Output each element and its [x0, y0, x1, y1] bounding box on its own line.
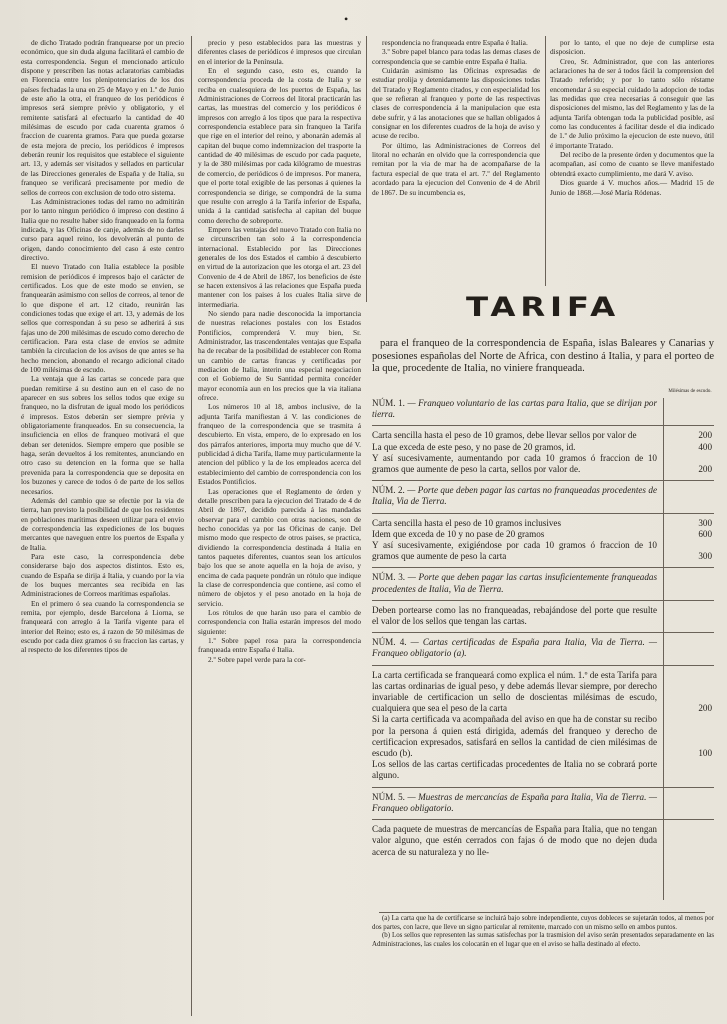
- entry-rule: [372, 425, 714, 426]
- paragraph: Creo, Sr. Administrador, que con las anteriores aclaraciones ha de ser á todos fácil la comprension del Tratado referido; y por lo tanto sólo réstame encomendar á su especial cuidado la adopcion de todas las medidas que crea necesarias á conseguir que las disposiciones del mismo, las del Reglamento y las de la adjunta Tarifa obtengan toda la publicidad posible, así como las conducentes á facilitar desde el dia indicado de 1.º de Julio próximo la ejecucion de este nuevo, útil é importante Tratado.: [550, 56, 714, 150]
- entry-title: — Franqueo voluntario de las cartas para Italia, que se dirijan por tierra.: [372, 398, 658, 420]
- paragraph: Por último, las Administraciones de Correos del litoral no echarán en olvido que la correspondencia que remitan por la via de mar ha de acompañarse de la factura especial de que trata el art. 7.º del Reglamento acordado para la ejecucion del Convenio de 4 de Abril de 1867. De su incumbencia es,: [372, 140, 540, 197]
- paragraph: No siendo para nadie desconocida la importancia de nuestras relaciones postales con los Estados Pontificios, comprenderá V. muy bien, Sr. Administrador, las trascendentales ventajas que España ha de recabar de la posibilidad de establecer con Roma un cambio de cartas francas y certificadas por mediacion de Italia, ínterin una especial negociacion con el Gobierno de Su Santidad permita concéder mayor economía aun en los precios que la via italiana ofrece.: [198, 308, 361, 403]
- entry-title: — Porte que deben pagar las cartas insuficientemente franqueadas procedentes de Italia, Via de Tierra.: [372, 572, 658, 594]
- paragraph: Cuidarán asimismo las Oficinas expresadas de estudiar prolija y detenidamente las disposiciones todas del Tratado y Reglamento citados, y con especialidad los que se refieran al franqueo y porte de las respectivas clases de correspondencia á la manipulacion que esta debe sufrir, y á las anotaciones que se hallan obligados á consignar en los diferentes cuadros de la hoja de aviso y acuse de recibo.: [372, 66, 540, 141]
- paragraph: Además del cambio que se efectúe por la via de tierra, han previsto la posibilidad de que los residentes en poblaciones marítimas deseen utilizar para el envío de correspondencia las expediciones de los buques mercantes que naveguen entre los puertos de España y de Italia.: [21, 495, 184, 552]
- text-column-4: [550, 38, 714, 286]
- tarifa-entry-heading: [372, 398, 714, 420]
- tarifa-line-text: Carta sencilla hasta el peso de 10 gramos inclusives: [372, 517, 562, 528]
- paragraph: En el segundo caso, esto es, cuando la correspondencia proceda de la costa de Italia y se reciba en cualesquiera de los puertos de España, las Administraciones de Correos del litoral practicarán las cartas, las muestras del comercio y los periódicos é impresos con arreglo á los tipos que para la respectiva correspondencia establece para sin franqueo la Tarifa que rige en el interior del reino, y abonarán además al capitan del buque como indemnizacion del trasporte la cantidad de 40 milésimas de escudo por cada paquete, y la de 380 milésimas por cada kilógramo de muestras de comercio, de periódicos ó de impresos. Por manera, que el porte total exigible de las personas á quienes la correspondencia se dirige, se compondrá de la suma que resulte con arreglo á la Tarifa inferior de España, unida á la cantidad satisfecha al capitan del buque como derecho de sobreporte.: [198, 66, 361, 225]
- tarifa-line-text: Carta sencilla hasta el peso de 10 gramos, debe llevar sellos por valor de: [372, 430, 637, 441]
- tarifa-heading: TARIFA: [466, 292, 620, 323]
- entry-number: NÚM. 2.: [372, 485, 405, 496]
- tarifa-line-value: 300: [698, 517, 712, 528]
- footnote: (b) Los sellos que representen las sumas satisfechas por la trasmision del aviso serán presentados separadamente en las Administraciones, las cuales los colocarán en el lugar que en el aviso se halla destinado al efecto.: [372, 932, 714, 948]
- entry-rule: [372, 819, 714, 820]
- tarifa-line-value: 300: [698, 551, 712, 562]
- tarifa-line: [372, 759, 714, 781]
- tarifa-line: [372, 670, 714, 715]
- paragraph: por lo tanto, el que no deje de cumplirse esta disposicion.: [550, 38, 714, 57]
- footnote-rule: [379, 912, 705, 913]
- tarifa-subtitle: [372, 338, 714, 376]
- paragraph: respondencia no franqueada entre España é Italia.: [382, 38, 528, 47]
- tarifa-line: [372, 540, 714, 562]
- tarifa-line-text: Y así sucesivamente, exigiéndose por cada 10 gramos ó fraccion de 10 gramos que aumente de peso la carta: [372, 540, 657, 562]
- tarifa-line-text: Si la carta certificada va acompañada del aviso en que ha de constar su recibo por la persona á quien está dirigida, además del franqueo y derecho de certificacion expresados, satisfará en sellos la cantidad de cien milésimas de escudo (b).: [372, 714, 657, 759]
- entry-title: — Porte que deben pagar las cartas no franqueadas procedentes de Italia, Via de Tierra.: [372, 485, 657, 507]
- paragraph: Dios guarde á V. muchos años.— Madrid 15 de Junio de 1868.—José María Ródenas.: [550, 178, 714, 197]
- tarifa-line-text: La carta certificada se franqueará como explica el núm. 1.º de esta Tarifa para las cartas ordinarias de igual peso, y debe además llevar siempre, por derecho invariable de certificacion un sello de doscientas milésimas de escudo, cualquiera que sea el peso de la carta: [372, 669, 657, 714]
- tarifa-entry-heading: [372, 572, 714, 594]
- entry-rule: [372, 665, 714, 666]
- paragraph: Los números 10 al 18, ambos inclusive, de la adjunta Tarifa manifiestan á V. las condiciones de franqueo de la correspondencia que se trasmita á descubierto. En vista, empero, de lo expresado en los dos párrafos anteriores, importa muy mucho que dé V. publicidad á dicha Tarifa, llame muy particularmente la atencion del público y la de los empleados acerca del establecimiento del cambio de correspondencia con los Estados Pontificios.: [198, 402, 361, 487]
- paragraph: Las Administraciones todas del ramo no admitirán por lo tanto ningun periódico ó impreso con destino á Italia que no resulte haber sido franqueado en la forma indicada, y las Oficinas de canje, además de no darles curso para aquel reino, los devolverán al punto de origen, dando conocimiento del caso á este centro directivo.: [21, 196, 184, 262]
- paragraph: precio y peso establecidos para las muestras y diferentes clases de periódicos é impresos que circulan en el interior de la Península.: [198, 38, 361, 66]
- paragraph: Los rótulos de que harán uso para el cambio de correspondencia con Italia estarán impresos del modo siguiente:: [198, 607, 361, 636]
- tarifa-line: [372, 714, 714, 759]
- text-column-1: [21, 38, 184, 1016]
- paragraph: Empero las ventajas del nuevo Tratado con Italia no se circunscriben tan solo á la correspondencia internacional. Establecido por las Direcciones generales de los dos Estados el cambio á descubierto en virtud de la autorizacion que les otorga el art. 23 del Convenio de 4 de Abril de 1867, los beneficios de éste se hacen extensivos á las relaciones que España pueda mantener con los paises á los cuales Italia sirve de intermediaria.: [198, 224, 361, 309]
- tarifa-line-value: 200: [698, 703, 712, 714]
- paragraph: Para este caso, la correspondencia debe considerarse bajo dos aspectos distintos. Esto es, cuando de España se dirija á Italia, y cuando por la via de los buques mercantes sea recibida en las Administraciones de Correos marítimas españolas.: [21, 551, 184, 599]
- paragraph: En el primero ó sea cuando la correspondencia se remita, por ejemplo, desde Barcelona á Liorna, se franqueará con arreglo á la Tarifa vigente para el interior del Reino; esto es, á razon de 50 milésimas de escudo por cada diez gramos ó su fraccion las cartas, y al respecto de los diferentes tipos de: [21, 598, 184, 655]
- entry-number: NÚM. 3.: [372, 572, 406, 583]
- tarifa-line-text: La que exceda de este peso, y no pase de 20 gramos, id.: [372, 441, 576, 452]
- tarifa-line-value: 100: [698, 748, 712, 759]
- paragraph: 1.º Sobre papel rosa para la correspondencia franqueada entre España é Italia.: [198, 636, 361, 655]
- paragraph: 2.º Sobre papel verde para la cor-: [208, 654, 306, 664]
- tarifa-line-value: 600: [698, 528, 712, 539]
- column-rule: [366, 36, 367, 302]
- paragraph: 3.º Sobre papel blanco para todas las demas clases de correspondencia que se cambie entre España é Italia.: [372, 47, 540, 66]
- tarifa-line: [372, 605, 714, 627]
- footnote: (a) La carta que ha de certificarse se incluirá bajo sobre independiente, cuyos dobleces se sujetarán todos, al menos por dos partes, con lacre, que lleve un signo particular al remitente, marcado con un mismo sello en ambos puntos.: [372, 915, 714, 931]
- text-column-3: [372, 38, 540, 286]
- entry-number: NÚM. 5.: [372, 791, 405, 802]
- tarifa-entry-heading: [372, 637, 714, 659]
- entry-number: NÚM. 4.: [372, 637, 407, 648]
- tarifa-line-value: 200: [698, 430, 712, 441]
- tarifa-line-text: Cada paquete de muestras de mercancías de España para Italia, que no tengan valor alguno, que estén cerrados con fajas ó de modo que no dejen duda acerca de su naturaleza y no lle-: [372, 824, 657, 857]
- tarifa-entry-heading: [372, 485, 714, 507]
- paragraph: de dicho Tratado podrán franquearse por un precio económico, que sin duda alguna facilitará el cambio de esta correspondencia. Segun el mencionado artículo dispone y prescriben las notas aclaratorias cambiadas en Florencia entre los plenipotenciarios de los dos países fechadas la una en 25 de Mayo y en 1.º de Junio de este año la otra, el franqueo de los periódicos é impresos será siempre prévio y obligatorio, y el remitente satisfará al efectuarlo la cantidad de 40 milésimas de escudo por cada cuarenta gramos ó fraccion de cuarenta gramos. Para que pueda gozarse de esta mejora de precio, los periódicos é impresos deberán reunir los requisitos que establece el siguiente art. 13, y además ser visitados y sellados en particular de las Direcciones generales de España y de Italia, su franqueo se verificará precisamente por medio de sellos de correos con exclusion de todo otro sistema.: [21, 38, 184, 197]
- tarifa-line: [372, 442, 714, 453]
- tarifa-line-text: Deben portearse como las no franqueadas, rebajándose del porte que resulte el valor de los sellos que tengan las cartas.: [372, 604, 657, 627]
- entry-rule: [372, 480, 714, 481]
- tarifa-entry-heading: [372, 792, 714, 814]
- column-rule: [191, 36, 192, 1016]
- entry-title: — Cartas certificadas de España para Italia, Via de Tierra. — Franqueo obligatorio (a).: [372, 637, 657, 659]
- tarifa-entries: [372, 398, 714, 858]
- tarifa-line: [372, 529, 714, 540]
- paragraph: Del recibo de la presente órden y documentos que la acompañan, así como de cuanto se lleve manifestado obtendrá exacto cumplimiento, me dará V. aviso.: [550, 150, 714, 178]
- column-rule: [545, 36, 546, 286]
- tarifa-line: [372, 453, 714, 475]
- entry-rule: [372, 567, 714, 568]
- tarifa-line-value: 400: [698, 441, 712, 452]
- tarifa-line-text: Idem que exceda de 10 y no pase de 20 gramos: [372, 528, 545, 539]
- tarifa-line-text: Los sellos de las cartas certificadas procedentes de Italia no se cobrará porte alguno.: [372, 759, 657, 781]
- page-mark: •: [344, 12, 351, 26]
- value-column-header: Milésimas de escudo.: [668, 389, 712, 394]
- tarifa-subtitle-text: para el franqueo de la correspondencia de España, islas Baleares y Canarias y posesiones españolas del Norte de Africa, con destino á Italia, y para el porteo de la que, procedente de Italia, no viniere franqueada.: [372, 338, 714, 374]
- tarifa-line: [372, 430, 714, 441]
- text-column-2: [198, 38, 361, 1016]
- paragraph: El nuevo Tratado con Italia establece la posible remision de periódicos é impresos bajo el carácter de certificados. Los que de este modo se envien, se franquearán asimismo con sellos de correos, al tenor de lo que dispone el art. 12 citado, reunirán las condiciones todas que exige el art. 13, y además de los sellos que correspondan á su peso se adherirá á sus fajas uno de 200 milésimas de escudo como derecho de certificacion. Para esta clase de envíos se admite también la circulacion de los avisos de que antes se ha hecho mencion, abonando el recargo adicional citado de 100 milésimas de escudo.: [21, 262, 184, 375]
- tarifa-line: [372, 518, 714, 529]
- paragraph: La ventaja que á las cartas se concede para que puedan remitirse á su destino aun en el caso de no aparecer en sus sobres los sellos todos que exige su franqueo, no la disfrutan de igual modo los periódicos é impresos. Estos deberán ser siempre prévia y obligatoriamente franqueados. En su consecuencia, la insuficiencia en ellos de franqueo motivará el que deban ser detenidos. Siempre empero que posible se haga, serán devueltos á los remitentes, anunciando en otro caso su detencion en la forma que se halla prevenida para la correspondencia que se deposita en los buzones y carece de todos ó de parte de los sellos necesarios.: [21, 374, 184, 496]
- entry-rule: [372, 513, 714, 514]
- entry-rule: [372, 787, 714, 788]
- entry-rule: [372, 600, 714, 601]
- footnotes: [372, 915, 714, 949]
- tarifa-line: [372, 824, 714, 858]
- entry-title: — Muestras de mercancías de España para Italia, Via de Tierra. — Franqueo obligatorio.: [372, 791, 658, 813]
- tarifa-line-text: Y así sucesivamente, aumentando por cada 10 gramos ó fraccion de 10 gramos que aumente de peso la carta, sellos por valor de.: [372, 452, 657, 475]
- entry-rule: [372, 632, 714, 633]
- entry-number: NÚM. 1.: [372, 398, 405, 408]
- tarifa-line-value: 200: [698, 464, 712, 475]
- paragraph: Las operaciones que el Reglamento de órden y detalle prescriben para la ejecucion del Tratado de 4 de Abril de 1867, decidido parecida á las mandadas observar para el cambio con otras naciones, son de hecho conocidas ya por las Oficinas de canje. Del mismo modo que respecto de otros paises, se practica, dividiendo la correspondencia destinada á Italia en tantos paquetes diferentes, cuantos sean los artículos bajo los que se anote aquella en la hoja de aviso, y encima de cada paquete pondrán un rótulo que indique la clase de correspondencia que contiene, así como el número de objetos y el peso anotado en la hoja de servicio.: [198, 486, 361, 608]
